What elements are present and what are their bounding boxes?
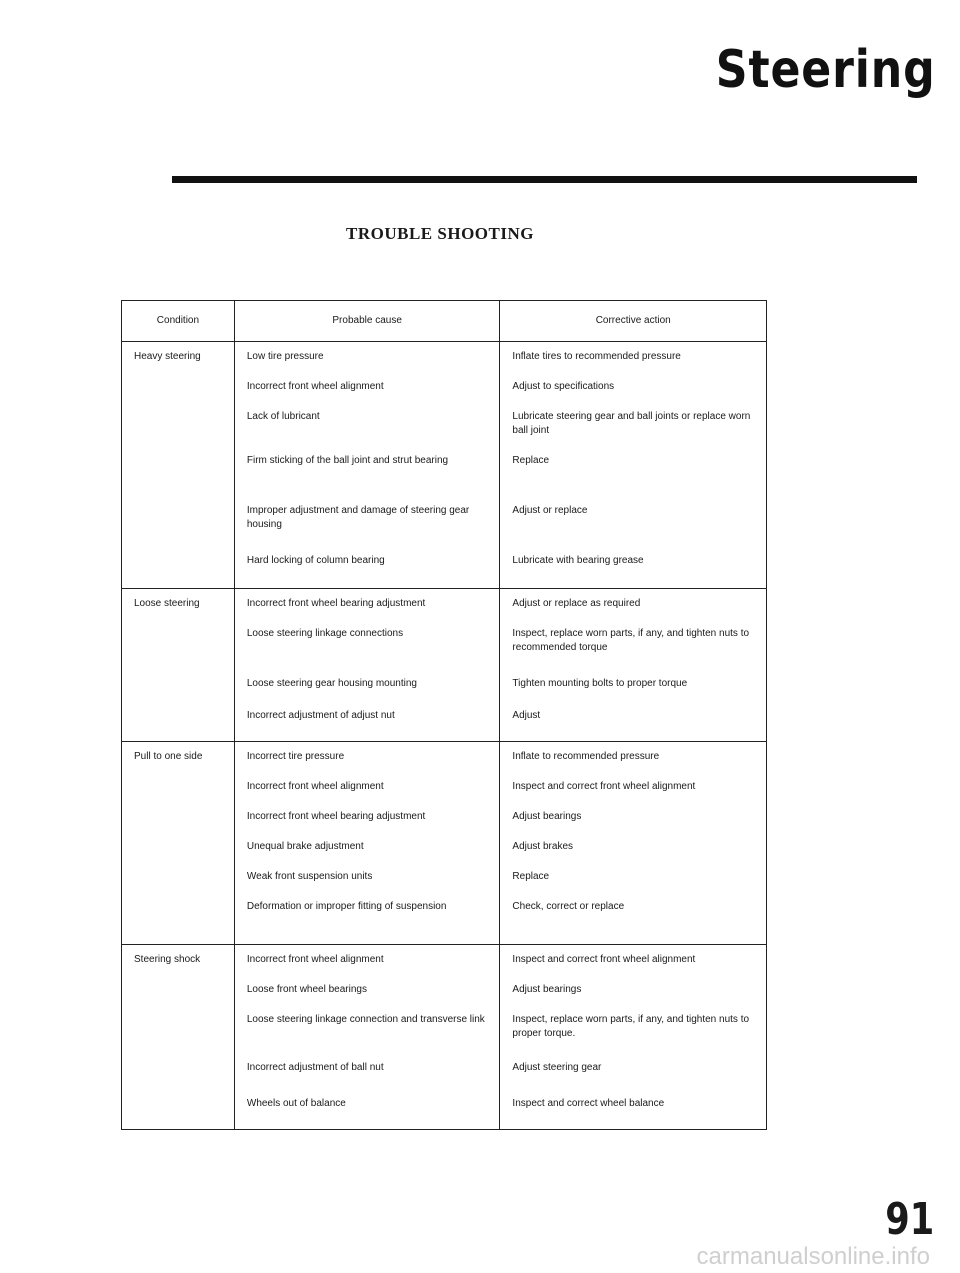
column-header-corrective-action: Corrective action: [500, 301, 767, 342]
probable-cause-cell: [234, 589, 500, 742]
condition-cell: Pull to one side: [122, 742, 235, 945]
cause-item: Incorrect adjustment of ball nut: [246, 1062, 384, 1073]
cause-item: Incorrect front wheel alignment: [246, 954, 384, 965]
column-header-condition: Condition: [122, 301, 235, 342]
column-header-probable-cause: Probable cause: [234, 301, 500, 342]
probable-cause-cell: [234, 945, 500, 1130]
cause-item: Loose steering linkage connections: [246, 628, 404, 639]
action-item: Inspect and correct wheel balance: [512, 1098, 665, 1109]
cause-item: Incorrect front wheel bearing adjustment: [246, 811, 426, 822]
page-title: TROUBLE SHOOTING: [346, 224, 534, 243]
condition-cell: Loose steering: [122, 589, 235, 742]
action-item: Replace: [512, 871, 550, 882]
action-item: Lubricate with bearing grease: [512, 555, 644, 566]
action-item: Replace: [512, 455, 550, 466]
action-item: Inflate tires to recommended pressure: [512, 351, 681, 362]
cause-item: Deformation or improper fitting of suspension: [246, 901, 447, 912]
watermark: carmanualsonline.info: [696, 1243, 930, 1270]
table-header-row: [122, 301, 767, 342]
action-item: Tighten mounting bolts to proper torque: [512, 678, 688, 689]
trouble-shooting-table: [121, 300, 767, 1130]
condition-cell: Steering shock: [122, 945, 235, 1130]
cause-item: Wheels out of balance: [246, 1098, 346, 1109]
table-row: [122, 342, 767, 589]
cause-item: Loose front wheel bearings: [246, 984, 367, 995]
condition-cell: Heavy steering: [122, 342, 235, 589]
section-title: Steering: [716, 40, 936, 100]
action-item: Adjust brakes: [512, 841, 574, 852]
action-item: Inspect, replace worn parts, if any, and tighten nuts to recommended torque: [512, 628, 750, 653]
corrective-action-cell: [500, 742, 767, 945]
header-rule: [172, 176, 917, 183]
action-item: Adjust bearings: [512, 811, 582, 822]
action-item: Adjust bearings: [512, 984, 582, 995]
cause-item: Hard locking of column bearing: [246, 555, 385, 566]
cause-item: Loose steering gear housing mounting: [246, 678, 417, 689]
action-item: Inspect and correct front wheel alignment: [512, 954, 696, 965]
probable-cause-cell: [234, 742, 500, 945]
action-item: Inspect, replace worn parts, if any, and tighten nuts to proper torque.: [512, 1014, 750, 1039]
cause-item: Incorrect front wheel alignment: [246, 381, 384, 392]
corrective-action-cell: [500, 342, 767, 589]
corrective-action-cell: [500, 589, 767, 742]
cause-item: Unequal brake adjustment: [246, 841, 364, 852]
action-item: Inspect and correct front wheel alignment: [512, 781, 696, 792]
action-item: Lubricate steering gear and ball joints or replace worn ball joint: [512, 411, 751, 436]
table-row: [122, 589, 767, 742]
probable-cause-cell: [234, 342, 500, 589]
cause-item: Weak front suspension units: [246, 871, 373, 882]
cause-item: Incorrect front wheel alignment: [246, 781, 384, 792]
cause-item: Low tire pressure: [246, 351, 324, 362]
action-item: Adjust to specifications: [512, 381, 615, 392]
cause-item: Incorrect front wheel bearing adjustment: [246, 598, 426, 609]
action-item: Adjust or replace as required: [512, 598, 641, 609]
action-item: Adjust: [512, 710, 541, 721]
action-item: Adjust steering gear: [512, 1062, 602, 1073]
table-row: [122, 945, 767, 1130]
table-row: [122, 742, 767, 945]
page-number: 91: [885, 1194, 934, 1245]
action-item: Check, correct or replace: [512, 901, 625, 912]
action-item: Inflate to recommended pressure: [512, 751, 660, 762]
cause-item: Incorrect adjustment of adjust nut: [246, 710, 395, 721]
cause-item: Incorrect tire pressure: [246, 751, 345, 762]
cause-item: Lack of lubricant: [246, 411, 320, 422]
corrective-action-cell: [500, 945, 767, 1130]
action-item: Adjust or replace: [512, 505, 588, 516]
cause-item: Improper adjustment and damage of steering gear housing: [246, 505, 470, 530]
cause-item: Firm sticking of the ball joint and strut bearing: [246, 455, 449, 466]
cause-item: Loose steering linkage connection and transverse link: [246, 1014, 485, 1025]
